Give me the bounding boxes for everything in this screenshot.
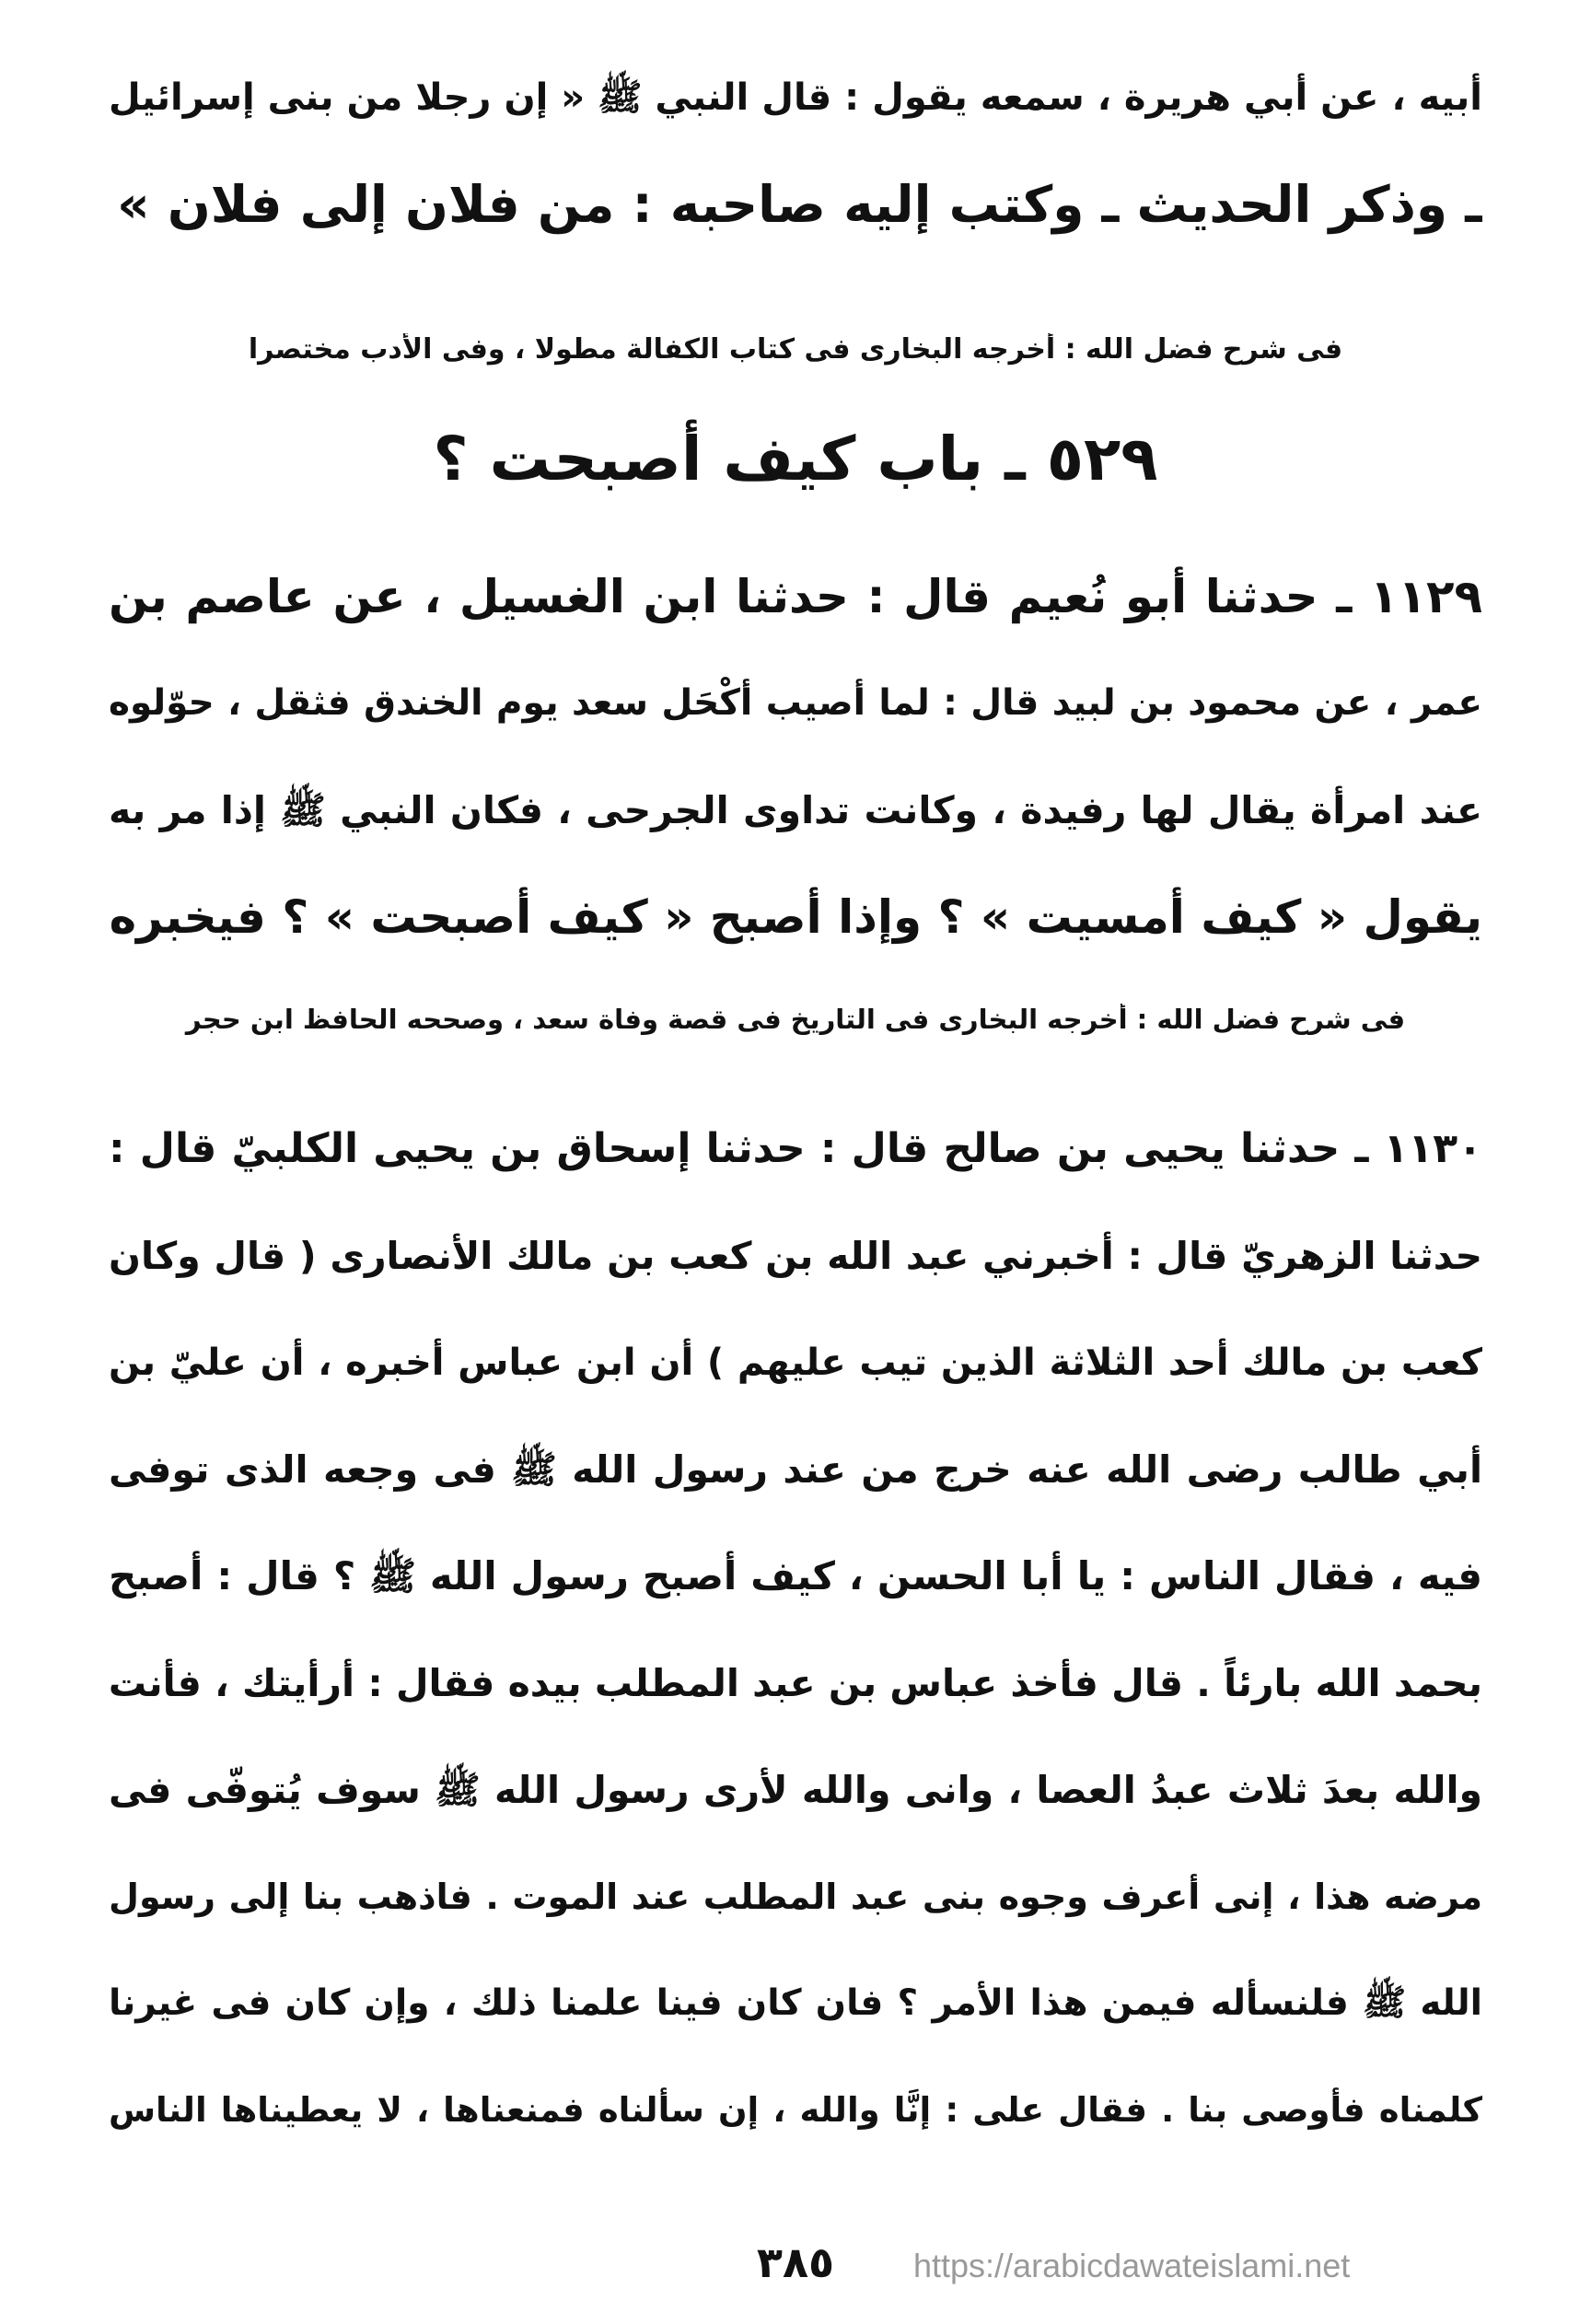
text-line: أبيه ، عن أبي هريرة ، سمعه يقول : قال النبي ﷺ « إن رجلا من بنى إسرائيل <box>109 76 1482 119</box>
watermark-url: https://arabicdawateislami.net <box>913 2247 1351 2284</box>
hadith-1129-block <box>109 543 1482 970</box>
hadith-1130-block <box>109 1096 1482 2164</box>
text-line: مرضه هذا ، إنى أعرف وجوه بنى عبد المطلب عند الموت . فاذهب بنا إلى رسول <box>109 1877 1482 1917</box>
text-line: بحمد الله بارئاً . قال فأخذ عباس بن عبد المطلب بيده فقال : أرأيتك ، فأنت <box>109 1661 1482 1705</box>
footnote-takhrij: فى شرح فضل الله : أخرجه البخارى فى التاريخ فى قصة وفاة سعد ، وصححه الحافظ ابن حجر <box>185 1004 1406 1035</box>
text-line: الله ﷺ فلنسأله فيمن هذا الأمر ؟ فان كان فينا علمنا ذلك ، وإن كان فى غيرنا <box>109 1982 1482 2024</box>
footnote-takhrij: فى شرح فضل الله : أخرجه البخارى فى كتاب الكفالة مطولا ، وفى الأدب مختصرا <box>248 333 1343 366</box>
text-line: عند امرأة يقال لها رفيدة ، وكانت تداوى الجرحى ، فكان النبي ﷺ إذا مر به <box>109 788 1482 832</box>
text-line: ١١٢٩ ـ حدثنا أبو نُعيم قال : حدثنا ابن الغسيل ، عن عاصم بن <box>109 570 1482 623</box>
top-text-block <box>109 44 1482 258</box>
page-number: ٣٨٥ <box>756 2237 835 2287</box>
text-line: حدثنا الزهريّ قال : أخبرني عبد الله بن كعب بن مالك الأنصارى ( قال وكان <box>109 1234 1482 1278</box>
text-line: فيه ، فقال الناس : يا أبا الحسن ، كيف أصبح رسول الله ﷺ ؟ قال : أصبح <box>109 1553 1482 1598</box>
text-line: كعب بن مالك أحد الثلاثة الذين تيب عليهم ) أن ابن عباس أخبره ، أن عليّ بن <box>109 1342 1482 1384</box>
chapter-heading: ٥٢٩ ـ باب كيف أصبحت ؟ <box>433 424 1158 494</box>
text-line: ـ وذكر الحديث ـ وكتب إليه صاحبه : من فلان إلى فلان » <box>117 175 1482 234</box>
text-line: كلمناه فأوصى بنا . فقال على : إنَّا والله ، إن سألناه فمنعناها ، لا يعطيناها الناس <box>109 2090 1482 2130</box>
text-line: والله بعدَ ثلاث عبدُ العصا ، وانى والله لأرى رسول الله ﷺ سوف يُتوفّى فى <box>109 1768 1482 1812</box>
text-line: أبي طالب رضى الله عنه خرج من عند رسول الله ﷺ فى وجعه الذى توفى <box>109 1447 1482 1492</box>
text-line: ١١٣٠ ـ حدثنا يحيى بن صالح قال : حدثنا إسحاق بن يحيى الكلبيّ قال : <box>109 1125 1482 1172</box>
text-line: عمر ، عن محمود بن لبيد قال : لما أصيب أكْحَل سعد يوم الخندق فثقل ، حوّلوه <box>109 682 1482 724</box>
text-line: يقول « كيف أمسيت » ؟ وإذا أصبح « كيف أصبحت » ؟ فيخبره <box>109 890 1482 944</box>
